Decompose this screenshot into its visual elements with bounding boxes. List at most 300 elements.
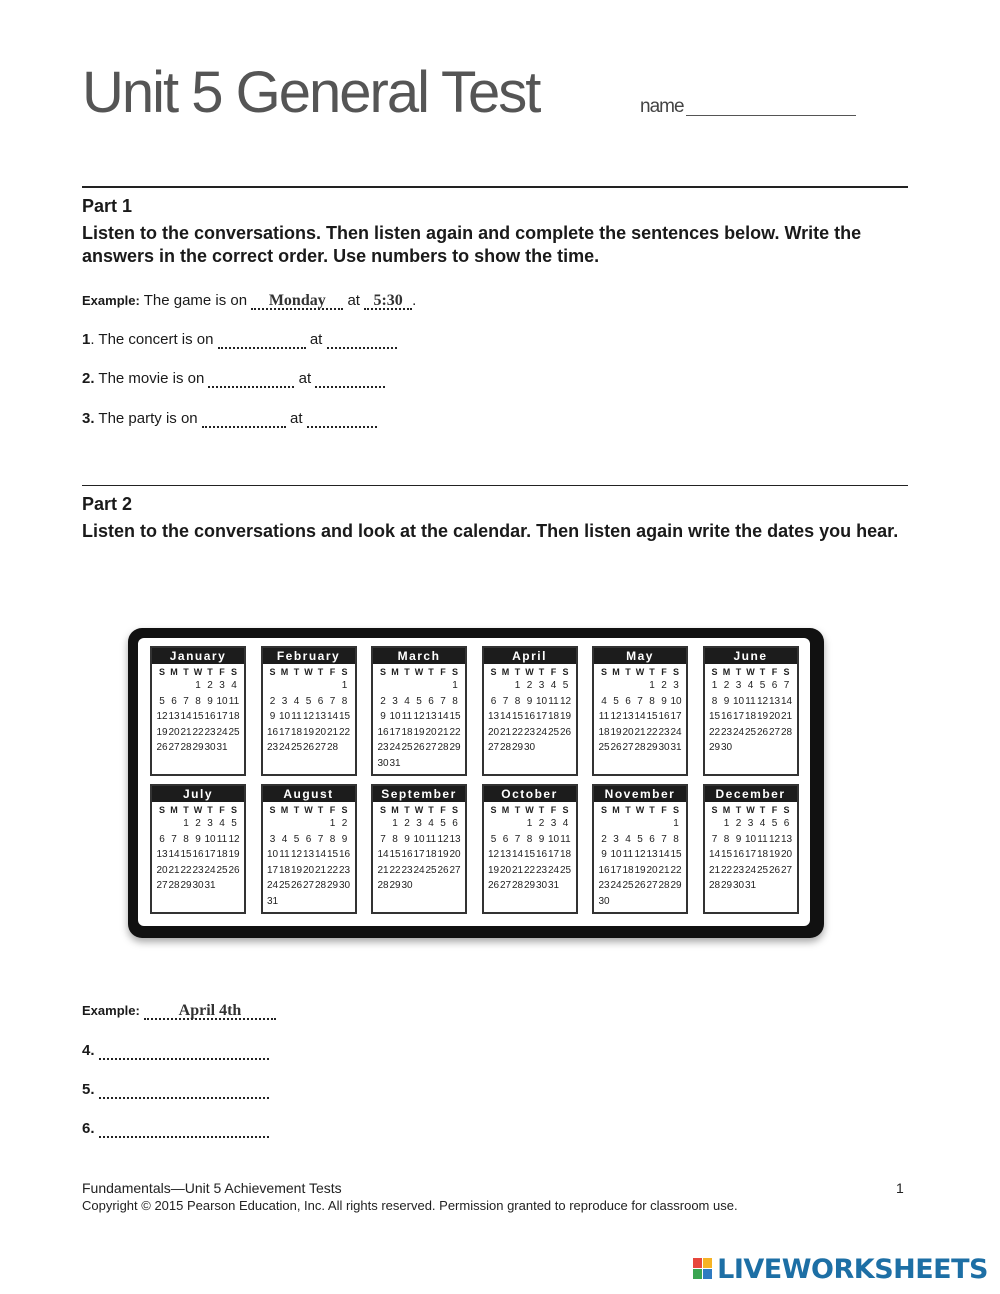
calendar-image bbox=[128, 628, 824, 938]
calendar-day: 12 bbox=[768, 833, 781, 845]
part1-instructions: Listen to the conversations. Then listen again and complete the sentences below. Write the answers in the correct order. Use numbers to show the time. bbox=[82, 223, 862, 266]
calendar-day: 20 bbox=[449, 849, 461, 860]
month-name: February bbox=[263, 648, 355, 664]
calendar-day: 7 bbox=[317, 833, 324, 845]
calendar-day: 2 bbox=[723, 680, 730, 691]
empty-day bbox=[315, 678, 327, 694]
calendar-day: 31 bbox=[744, 880, 757, 891]
month-name: March bbox=[373, 648, 465, 664]
weekday-header: T bbox=[759, 805, 766, 815]
calendar-day: 23 bbox=[204, 726, 216, 738]
calendar-day: 11 bbox=[560, 833, 571, 845]
empty-day bbox=[168, 816, 180, 832]
calendar-day: 19 bbox=[302, 726, 315, 738]
empty-day bbox=[646, 816, 658, 832]
weekday-header: S bbox=[672, 667, 679, 677]
calendar-day: 15 bbox=[708, 711, 721, 722]
weekday-header: S bbox=[379, 805, 386, 815]
calendar-day: 6 bbox=[171, 695, 177, 707]
calendar-day: 17 bbox=[204, 849, 216, 860]
weekday-header: F bbox=[771, 805, 778, 815]
weekday-header: S bbox=[269, 667, 276, 677]
calendar-day: 16 bbox=[204, 711, 216, 722]
calendar-day: 16 bbox=[377, 726, 389, 738]
calendar-day: 28 bbox=[437, 742, 449, 753]
time-answer-field[interactable] bbox=[307, 412, 377, 428]
example-day-answer: Monday bbox=[251, 294, 343, 310]
calendar-day: 3 bbox=[550, 818, 557, 829]
calendar-day: 30 bbox=[377, 757, 389, 769]
calendar-day: 10 bbox=[278, 711, 291, 722]
empty-day bbox=[291, 816, 303, 832]
calendar-day: 4 bbox=[404, 695, 410, 707]
calendar-day: 2 bbox=[269, 695, 276, 707]
calendar-day: 3 bbox=[673, 680, 679, 691]
calendar-day: 11 bbox=[228, 695, 240, 707]
calendar-day: 5 bbox=[637, 833, 643, 845]
calendar-day: 9 bbox=[538, 833, 545, 845]
calendar-day: 25 bbox=[622, 880, 634, 891]
calendar-day: 18 bbox=[290, 726, 303, 738]
calendar-day: 5 bbox=[416, 695, 422, 707]
calendar-day: 30 bbox=[598, 895, 610, 907]
calendar-day: 3 bbox=[207, 818, 213, 829]
weekday-header: F bbox=[329, 805, 336, 815]
example-date-answer: April 4th bbox=[144, 1004, 276, 1020]
calendar-day: 16 bbox=[192, 849, 204, 860]
calendar-day: 29 bbox=[708, 742, 721, 753]
month-days bbox=[594, 664, 686, 756]
calendar-day: 17 bbox=[670, 711, 682, 722]
calendar-day: 27 bbox=[425, 742, 437, 753]
calendar-day: 6 bbox=[317, 695, 324, 707]
weekday-header: M bbox=[170, 805, 178, 815]
weekday-header: W bbox=[746, 667, 755, 677]
calendar-day: 15 bbox=[670, 849, 682, 860]
calendar-day: 7 bbox=[502, 695, 509, 707]
calendar-day: 10 bbox=[610, 849, 622, 860]
weekday-header: S bbox=[230, 805, 237, 815]
calendar-day: 20 bbox=[302, 864, 315, 876]
empty-day bbox=[437, 678, 449, 694]
weekday-header: T bbox=[293, 667, 300, 677]
empty-day bbox=[303, 678, 315, 694]
weekday-header: F bbox=[550, 667, 557, 677]
calendar-month bbox=[592, 784, 688, 914]
calendar-day: 2 bbox=[195, 818, 201, 829]
calendar-day: 17 bbox=[216, 711, 228, 722]
calendar-day: 20 bbox=[156, 864, 168, 876]
empty-day bbox=[279, 816, 291, 832]
calendar-day: 6 bbox=[305, 833, 312, 845]
weekday-header: F bbox=[329, 667, 336, 677]
name-field[interactable] bbox=[686, 115, 856, 116]
weekday-header: T bbox=[759, 667, 766, 677]
month-name: May bbox=[594, 648, 686, 664]
weekday-header: T bbox=[538, 667, 545, 677]
calendar-day: 20 bbox=[768, 711, 781, 722]
calendar-day: 10 bbox=[535, 695, 548, 707]
calendar-day: 27 bbox=[449, 864, 461, 876]
month-days bbox=[594, 802, 686, 909]
empty-day bbox=[267, 678, 279, 694]
weekday-header: M bbox=[280, 667, 289, 677]
calendar-month bbox=[261, 784, 357, 914]
calendar-day: 14 bbox=[658, 849, 670, 860]
empty-day bbox=[622, 678, 634, 694]
calendar-day: 25 bbox=[598, 742, 610, 753]
calendar-day: 28 bbox=[511, 880, 524, 891]
month-days bbox=[373, 802, 465, 894]
calendar-day: 8 bbox=[329, 833, 336, 845]
calendar-day: 4 bbox=[601, 695, 607, 707]
liveworksheets-logo[interactable] bbox=[693, 1254, 988, 1285]
calendar-day: 24 bbox=[547, 864, 560, 876]
calendar-day: 1 bbox=[392, 818, 398, 829]
weekday-header: F bbox=[550, 805, 557, 815]
weekday-header: T bbox=[183, 667, 189, 677]
calendar-day: 22 bbox=[449, 726, 461, 738]
calendar-day: 15 bbox=[511, 711, 524, 722]
calendar-day: 9 bbox=[723, 695, 730, 707]
calendar-day: 1 bbox=[673, 818, 679, 829]
calendar-day: 15 bbox=[389, 849, 401, 860]
calendar-day: 22 bbox=[338, 726, 351, 738]
calendar-day: 13 bbox=[302, 849, 315, 860]
question-text: The concert is on bbox=[98, 331, 214, 348]
calendar-day: 26 bbox=[413, 742, 425, 753]
calendar-day: 9 bbox=[404, 833, 410, 845]
calendar-day: 1 bbox=[452, 680, 458, 691]
part2-instructions: Listen to the conversations and look at the calendar. Then listen again write the dates you hear. bbox=[82, 521, 899, 541]
calendar-day: 26 bbox=[290, 880, 303, 891]
question-row: 1. The concert is on at bbox=[82, 331, 397, 349]
calendar-day: 13 bbox=[768, 695, 781, 707]
at-label: at bbox=[309, 331, 323, 348]
calendar-day: 19 bbox=[634, 864, 646, 876]
calendar-day: 31 bbox=[204, 880, 216, 891]
calendar-day: 7 bbox=[637, 695, 643, 707]
weekday-header: T bbox=[514, 667, 521, 677]
calendar-day: 1 bbox=[329, 818, 336, 829]
calendar-day: 15 bbox=[326, 849, 339, 860]
time-answer-field[interactable] bbox=[327, 333, 397, 349]
date-answer-field[interactable] bbox=[99, 1044, 269, 1060]
part1-heading: Part 1 bbox=[82, 196, 133, 216]
month-name: December bbox=[705, 786, 797, 802]
empty-day bbox=[598, 816, 610, 832]
calendar-day: 2 bbox=[538, 818, 545, 829]
at-label: at bbox=[347, 292, 360, 309]
calendar-day: 4 bbox=[625, 833, 631, 845]
day-answer-field[interactable] bbox=[202, 412, 286, 428]
weekday-header: F bbox=[219, 805, 225, 815]
calendar-day: 25 bbox=[744, 726, 757, 738]
question-text: The movie is on bbox=[98, 370, 205, 387]
example-text: The game is on bbox=[143, 292, 248, 309]
time-answer-field[interactable] bbox=[315, 372, 385, 388]
empty-day bbox=[634, 816, 646, 832]
calendar-day: 25 bbox=[425, 864, 437, 876]
calendar-day: 23 bbox=[598, 880, 610, 891]
calendar-day: 29 bbox=[670, 880, 682, 891]
calendar-day: 24 bbox=[389, 742, 401, 753]
calendar-day: 15 bbox=[523, 849, 536, 860]
day-answer-field[interactable] bbox=[218, 333, 306, 349]
calendar-day: 13 bbox=[314, 711, 327, 722]
calendar-day: 28 bbox=[499, 742, 512, 753]
calendar-day: 1 bbox=[526, 818, 533, 829]
calendar-day: 24 bbox=[278, 742, 291, 753]
calendar-day: 10 bbox=[547, 833, 560, 845]
empty-day bbox=[500, 816, 512, 832]
date-answer-field[interactable] bbox=[99, 1122, 269, 1138]
empty-day bbox=[267, 816, 279, 832]
calendar-day: 2 bbox=[404, 818, 410, 829]
calendar-day: 29 bbox=[326, 880, 339, 891]
calendar-day: 13 bbox=[622, 711, 634, 722]
calendar-day: 8 bbox=[711, 695, 718, 707]
weekday-header: S bbox=[490, 667, 497, 677]
empty-day bbox=[377, 816, 389, 832]
month-days bbox=[705, 664, 797, 756]
empty-day bbox=[279, 678, 291, 694]
calendar-day: 27 bbox=[168, 742, 180, 753]
weekday-header: F bbox=[661, 667, 667, 677]
calendar-day: 27 bbox=[156, 880, 168, 891]
calendar-day: 11 bbox=[548, 695, 559, 707]
weekday-header: M bbox=[501, 667, 510, 677]
calendar-day: 23 bbox=[401, 864, 413, 876]
weekday-header: T bbox=[625, 667, 631, 677]
calendar-day: 6 bbox=[452, 818, 458, 829]
calendar-day: 29 bbox=[192, 742, 204, 753]
empty-day bbox=[327, 678, 339, 694]
weekday-header: T bbox=[207, 667, 213, 677]
calendar-day: 29 bbox=[646, 742, 658, 753]
calendar-day: 25 bbox=[216, 864, 228, 876]
calendar-day: 4 bbox=[759, 818, 766, 829]
empty-day bbox=[389, 678, 401, 694]
calendar-day: 18 bbox=[559, 849, 572, 860]
month-days bbox=[263, 802, 355, 909]
calendar-day: 3 bbox=[416, 818, 422, 829]
calendar-day: 30 bbox=[732, 880, 745, 891]
calendar-day: 1 bbox=[514, 680, 521, 691]
weekday-header: T bbox=[514, 805, 521, 815]
calendar-day: 19 bbox=[156, 726, 168, 738]
calendar-day: 28 bbox=[326, 742, 339, 753]
calendar-day: 24 bbox=[413, 864, 425, 876]
calendar-day: 17 bbox=[389, 726, 401, 738]
calendar-day: 26 bbox=[302, 742, 315, 753]
calendar-day: 20 bbox=[622, 726, 634, 738]
month-name: October bbox=[484, 786, 576, 802]
calendar-day: 16 bbox=[535, 849, 548, 860]
calendar-day: 12 bbox=[228, 833, 240, 845]
calendar-day: 8 bbox=[514, 695, 521, 707]
calendar-day: 6 bbox=[771, 680, 778, 691]
empty-day bbox=[156, 816, 168, 832]
calendar-day: 31 bbox=[216, 742, 228, 753]
calendar-day: 27 bbox=[487, 742, 500, 753]
page-title: Unit 5 General Test bbox=[82, 60, 540, 125]
calendar-day: 23 bbox=[732, 864, 745, 876]
calendar-day: 21 bbox=[377, 864, 389, 876]
calendar-day: 15 bbox=[338, 711, 351, 722]
calendar-day: 27 bbox=[622, 742, 634, 753]
month-days bbox=[484, 802, 576, 894]
calendar-day: 30 bbox=[658, 742, 670, 753]
weekday-header: W bbox=[414, 667, 424, 677]
calendar-day: 30 bbox=[192, 880, 204, 891]
calendar-day: 21 bbox=[658, 864, 670, 876]
calendar-day: 7 bbox=[380, 833, 386, 845]
date-answer-field[interactable] bbox=[99, 1083, 269, 1099]
calendar-day: 25 bbox=[278, 880, 291, 891]
calendar-day: 22 bbox=[708, 726, 721, 738]
weekday-header: S bbox=[158, 667, 165, 677]
calendar-day: 18 bbox=[401, 726, 413, 738]
calendar-day: 10 bbox=[413, 833, 425, 845]
calendar-day: 14 bbox=[326, 711, 339, 722]
weekday-header: W bbox=[304, 805, 313, 815]
calendar-day: 23 bbox=[535, 864, 548, 876]
weekday-header: S bbox=[562, 805, 569, 815]
month-name: April bbox=[484, 648, 576, 664]
calendar-day: 26 bbox=[768, 864, 781, 876]
calendar-day: 26 bbox=[156, 742, 168, 753]
day-answer-field[interactable] bbox=[208, 372, 294, 388]
calendar-day: 12 bbox=[290, 849, 303, 860]
divider bbox=[82, 186, 908, 188]
calendar-day: 24 bbox=[204, 864, 216, 876]
calendar-day: 12 bbox=[610, 711, 622, 722]
calendar-day: 30 bbox=[338, 880, 351, 891]
calendar-day: 16 bbox=[658, 711, 670, 722]
part1-example: Example: The game is on Monday at 5:30 . bbox=[82, 292, 417, 309]
calendar-month bbox=[592, 646, 688, 776]
weekday-header: S bbox=[600, 667, 607, 677]
weekday-header: W bbox=[635, 805, 645, 815]
calendar-day: 5 bbox=[562, 680, 569, 691]
calendar-day: 12 bbox=[487, 849, 500, 860]
calendar-day: 29 bbox=[523, 880, 536, 891]
calendar-day: 14 bbox=[511, 849, 524, 860]
calendar-day: 8 bbox=[341, 695, 348, 707]
calendar-day: 17 bbox=[278, 726, 291, 738]
calendar-day: 10 bbox=[744, 833, 757, 845]
calendar-day: 4 bbox=[293, 695, 300, 707]
calendar-day: 22 bbox=[326, 864, 339, 876]
calendar-day: 8 bbox=[392, 833, 398, 845]
weekday-header: S bbox=[158, 805, 165, 815]
calendar-day: 22 bbox=[670, 864, 682, 876]
calendar-day: 3 bbox=[219, 680, 225, 691]
at-label: at bbox=[298, 370, 312, 387]
calendar-day: 11 bbox=[216, 833, 228, 845]
calendar-day: 1 bbox=[195, 680, 201, 691]
calendar-month bbox=[150, 646, 246, 776]
question-number: 2. bbox=[82, 370, 95, 387]
calendar-day: 14 bbox=[314, 849, 327, 860]
calendar-day: 9 bbox=[661, 695, 667, 707]
calendar-day: 24 bbox=[535, 726, 548, 738]
weekday-header: W bbox=[525, 805, 534, 815]
calendar-day: 12 bbox=[634, 849, 646, 860]
calendar-day: 29 bbox=[180, 880, 192, 891]
calendar-day: 1 bbox=[341, 680, 348, 691]
calendar-day: 7 bbox=[661, 833, 667, 845]
calendar-day: 16 bbox=[598, 864, 610, 876]
calendar-day: 26 bbox=[487, 880, 500, 891]
calendar-month bbox=[261, 646, 357, 776]
calendar-day: 14 bbox=[180, 711, 192, 722]
weekday-header: T bbox=[317, 805, 324, 815]
calendar-day: 28 bbox=[314, 880, 327, 891]
calendar-day: 16 bbox=[266, 726, 279, 738]
question-row bbox=[82, 1120, 269, 1138]
calendar-day: 8 bbox=[649, 695, 655, 707]
calendar-day: 19 bbox=[610, 726, 622, 738]
calendar-day: 4 bbox=[550, 680, 557, 691]
calendar-day: 25 bbox=[290, 742, 303, 753]
calendar-day: 27 bbox=[780, 864, 793, 876]
empty-day bbox=[512, 816, 524, 832]
calendar-day: 11 bbox=[757, 833, 768, 845]
calendar-day: 8 bbox=[452, 695, 458, 707]
calendar-day: 24 bbox=[670, 726, 682, 738]
calendar-day: 19 bbox=[290, 864, 303, 876]
calendar-day: 18 bbox=[598, 726, 610, 738]
calendar-day: 16 bbox=[338, 849, 351, 860]
empty-day bbox=[401, 678, 413, 694]
calendar-day: 3 bbox=[538, 680, 545, 691]
weekday-header: W bbox=[635, 667, 645, 677]
calendar-day: 21 bbox=[314, 864, 327, 876]
calendar-day: 29 bbox=[720, 880, 733, 891]
weekday-header: S bbox=[269, 805, 276, 815]
weekday-header: T bbox=[293, 805, 300, 815]
calendar-day: 11 bbox=[622, 849, 634, 860]
calendar-day: 2 bbox=[380, 695, 386, 707]
calendar-day: 9 bbox=[269, 711, 276, 722]
weekday-header: M bbox=[391, 667, 399, 677]
calendar-day: 22 bbox=[192, 726, 204, 738]
calendar-day: 28 bbox=[780, 726, 793, 738]
weekday-header: T bbox=[538, 805, 545, 815]
calendar-day: 28 bbox=[168, 880, 180, 891]
calendar-day: 30 bbox=[401, 880, 413, 891]
calendar-day: 5 bbox=[231, 818, 237, 829]
question-number: 4. bbox=[82, 1042, 95, 1059]
question-text: The party is on bbox=[98, 410, 198, 427]
example-label: Example: bbox=[82, 293, 140, 308]
calendar-day: 6 bbox=[428, 695, 434, 707]
calendar-day: 4 bbox=[747, 680, 754, 691]
empty-day bbox=[488, 678, 500, 694]
calendar-day: 30 bbox=[535, 880, 548, 891]
weekday-header: T bbox=[735, 805, 742, 815]
calendar-day: 5 bbox=[771, 818, 778, 829]
calendar-day: 4 bbox=[428, 818, 434, 829]
calendar-day: 19 bbox=[413, 726, 425, 738]
calendar-day: 9 bbox=[195, 833, 201, 845]
weekday-header: T bbox=[649, 667, 655, 677]
question-row bbox=[82, 1081, 269, 1099]
empty-day bbox=[425, 678, 437, 694]
calendar-day: 6 bbox=[490, 695, 497, 707]
